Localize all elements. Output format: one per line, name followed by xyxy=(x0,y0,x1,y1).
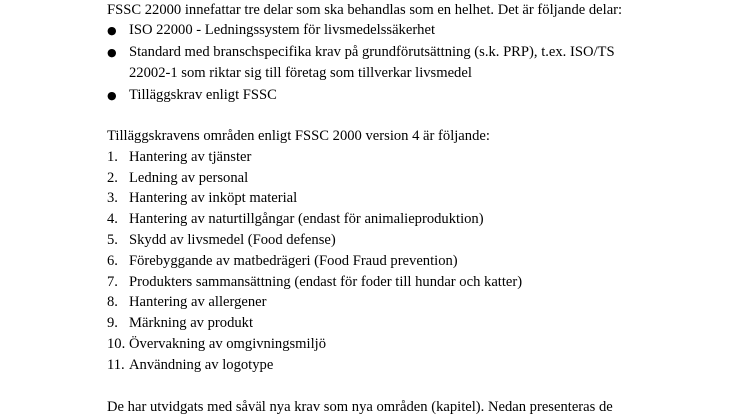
list-number: 7. xyxy=(107,274,118,290)
list-text: Produkters sammansättning (endast för foder till hundar och katter) xyxy=(129,274,523,290)
closing-paragraph: De har utvidgats med såväl nya krav som nya områden (kapitel). Nedan presenteras de xyxy=(107,399,613,415)
list-number: 11. xyxy=(107,357,125,373)
list-text: Skydd av livsmedel (Food defense) xyxy=(129,232,336,248)
bullet-symbol: ● xyxy=(107,24,117,37)
bullet-symbol: ● xyxy=(107,46,117,59)
list-text: Hantering av tjänster xyxy=(129,149,252,165)
bullet-text-continuation: 22002-1 som riktar sig till företag som tillverkar livsmedel xyxy=(129,65,472,81)
intro-paragraph: FSSC 22000 innefattar tre delar som ska behandlas som en helhet. Det är följande delar: xyxy=(107,2,623,18)
list-text: Hantering av inköpt material xyxy=(129,190,298,206)
list-number: 10. xyxy=(107,336,126,352)
list-number: 5. xyxy=(107,232,118,248)
list-text: Användning av logotype xyxy=(129,357,274,373)
list-text: Märkning av produkt xyxy=(129,315,254,331)
list-text: Hantering av allergener xyxy=(129,294,267,310)
list-text: Förebyggande av matbedrägeri (Food Fraud prevention) xyxy=(129,253,458,269)
list-text: Ledning av personal xyxy=(129,170,249,186)
bullet-text: ISO 22000 - Ledningssystem för livsmedelssäkerhet xyxy=(129,22,436,38)
list-number: 4. xyxy=(107,211,118,227)
list-text: Hantering av naturtillgångar (endast för animalieproduktion) xyxy=(129,211,484,227)
list-number: 9. xyxy=(107,315,118,331)
bullet-text: Standard med branschspecifika krav på grundförutsättning (s.k. PRP), t.ex. ISO/TS xyxy=(129,44,615,60)
list-number: 3. xyxy=(107,190,118,206)
list-number: 2. xyxy=(107,170,118,186)
section-heading: Tilläggskravens områden enligt FSSC 2000 version 4 är följande: xyxy=(107,128,490,144)
bullet-symbol: ● xyxy=(107,89,117,102)
list-number: 8. xyxy=(107,294,118,310)
list-number: 1. xyxy=(107,149,118,165)
bullet-text: Tilläggskrav enligt FSSC xyxy=(129,87,277,103)
list-number: 6. xyxy=(107,253,118,269)
list-text: Övervakning av omgivningsmiljö xyxy=(129,336,326,352)
